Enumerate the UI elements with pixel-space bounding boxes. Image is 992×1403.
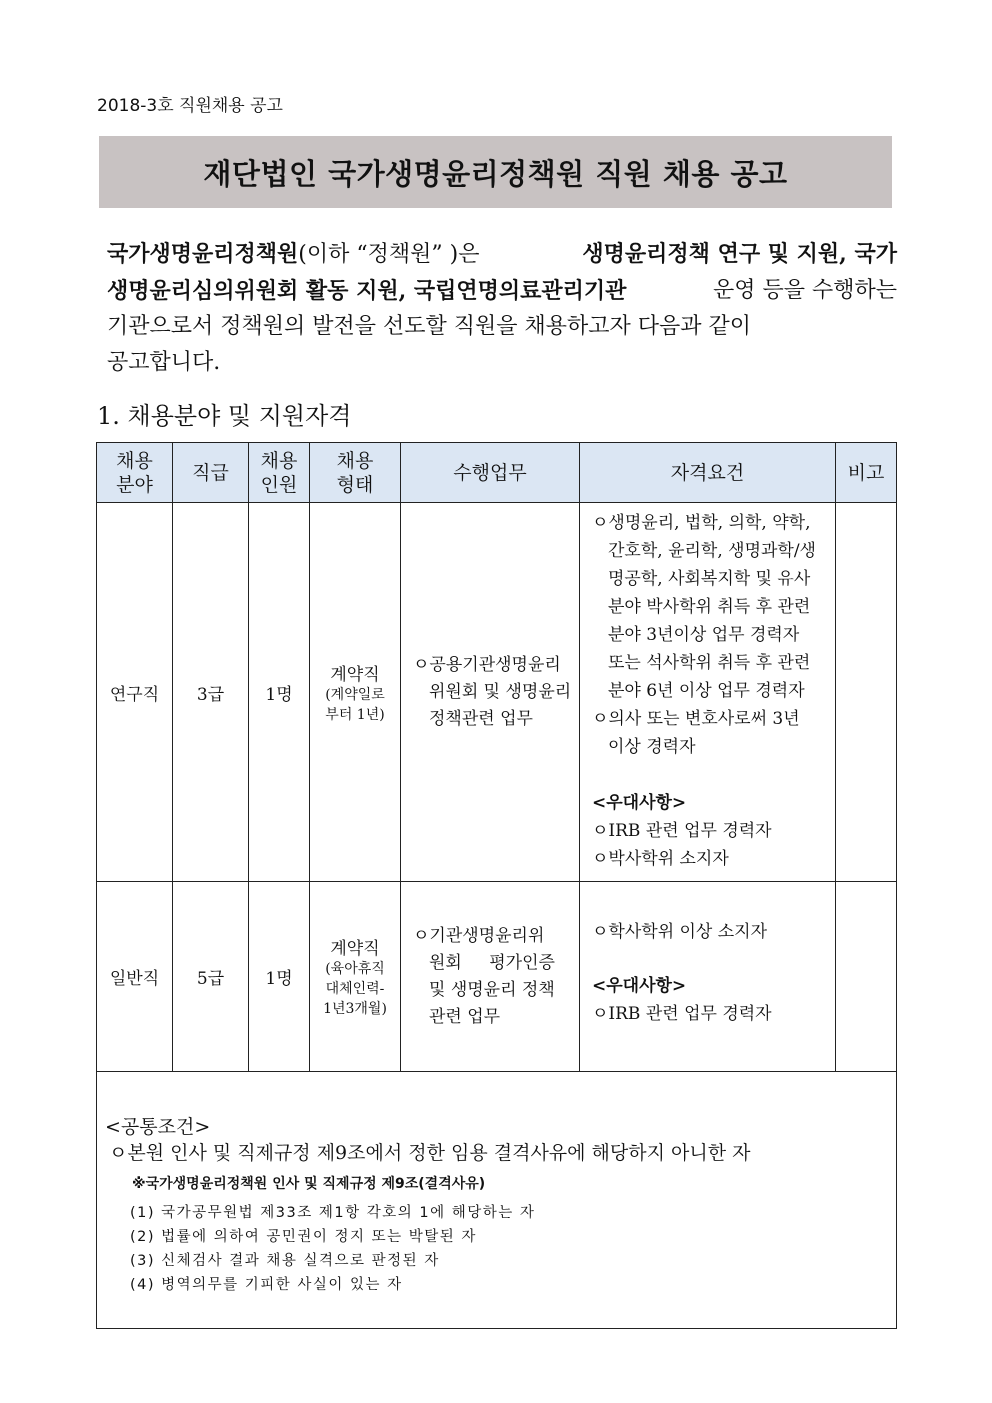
row-duty: ㅇ공용기관생명윤리 위원회 및 생명윤리 정책관련 업무 xyxy=(401,503,580,882)
row-grade: 5급 xyxy=(173,882,249,1072)
list-item: (1) 국가공무원법 제33조 제1항 각호의 1에 해당하는 자 xyxy=(130,1205,536,1221)
row-qualification: ㅇ생명윤리, 법학, 의학, 약학, 간호학, 윤리학, 생명과학/생 명공학, 사회복지학 및 유사 분야 박사학위 취득 후 관련 분야 3년이상 업무 경력자 또는 석사학위 취득 후 관련 분야 6년 이상 업무 경력자 ㅇ의사 또는 변호사로써 3년 이상 경력자 <우대사항> ㅇIRB 관련 업무 경력자 ㅇ박사학위 소지자 xyxy=(580,503,836,882)
row-count: 1명 xyxy=(249,503,310,882)
row-field: 연구직 xyxy=(97,503,173,882)
row-qualification: ㅇ학사학위 이상 소지자 <우대사항> ㅇIRB 관련 업무 경력자 xyxy=(580,882,836,1072)
section-title: 1. 채용분야 및 지원자격 xyxy=(97,402,352,430)
list-item: (4) 병역의무를 기피한 사실이 있는 자 xyxy=(130,1277,403,1293)
intro-mission-1: 생명윤리정책 연구 및 지원, 국가 xyxy=(582,241,897,267)
intro-org-name: 국가생명윤리정책원 xyxy=(107,241,299,267)
table-header-row xyxy=(97,443,897,503)
row-count: 1명 xyxy=(249,882,310,1072)
row-grade: 3급 xyxy=(173,503,249,882)
intro-mission-2: 생명윤리심의위원회 활동 지원, 국립연명의료관리기관 xyxy=(107,278,627,304)
header-qualification: 자격요건 xyxy=(580,443,836,503)
list-item: (2) 법률에 의하여 공민권이 정지 또는 박탈된 자 xyxy=(130,1229,477,1245)
intro-line-2 xyxy=(107,273,897,309)
intro-paragraph xyxy=(107,236,897,381)
header-field: 채용 분야 xyxy=(97,443,173,503)
header-count: 채용 인원 xyxy=(249,443,310,503)
page-title-text: 재단법인 국가생명윤리정책원 직원 채용 공고 xyxy=(203,156,788,191)
header-grade: 직급 xyxy=(173,443,249,503)
intro-line-3 xyxy=(107,309,897,345)
table-row xyxy=(97,882,897,1072)
common-title: <공통조건> xyxy=(105,1116,211,1138)
row-field: 일반직 xyxy=(97,882,173,1072)
header-note: 비고 xyxy=(836,443,897,503)
intro-mission-3: 운영 등을 수행하는 xyxy=(712,278,897,303)
preference-title: <우대사항> xyxy=(592,976,687,996)
preference-title: <우대사항> xyxy=(592,793,687,813)
intro-line-4 xyxy=(107,345,897,381)
table-row xyxy=(97,503,897,882)
common-conditions xyxy=(97,1072,897,1329)
row-duty: ㅇ기관생명윤리위 원회 평가인증 및 생명윤리 정책 관련 업무 xyxy=(401,882,580,1072)
header-type: 채용 형태 xyxy=(310,443,401,503)
notice-number: 2018-3호 직원채용 공고 xyxy=(97,96,283,116)
intro-purpose: 기관으로서 정책원의 발전을 선도할 직원을 채용하고자 다음과 같이 xyxy=(107,314,752,339)
intro-closing: 공고합니다. xyxy=(107,350,221,375)
common-conditions-row xyxy=(97,1072,897,1329)
row-type: 계약직 (육아휴직 대체인력- 1년3개월) xyxy=(310,882,401,1072)
header-duty: 수행업무 xyxy=(401,443,580,503)
disqualification-list xyxy=(130,1201,535,1297)
recruitment-table xyxy=(96,442,897,1329)
intro-alias: (이하 “정책원” )은 xyxy=(298,242,480,267)
intro-line-1 xyxy=(107,236,897,273)
row-note xyxy=(836,882,897,1072)
list-item: (3) 신체검사 결과 채용 실격으로 판정된 자 xyxy=(130,1253,440,1269)
row-type: 계약직 (계약일로 부터 1년) xyxy=(310,503,401,882)
regulation-reference: ※국가생명윤리정책원 인사 및 직제규정 제9조(결격사유) xyxy=(132,1176,486,1192)
row-note xyxy=(836,503,897,882)
page-title xyxy=(99,136,892,208)
common-rule: ㅇ본원 인사 및 직제규정 제9조에서 정한 임용 결격사유에 해당하지 아니한 자 xyxy=(109,1142,751,1164)
